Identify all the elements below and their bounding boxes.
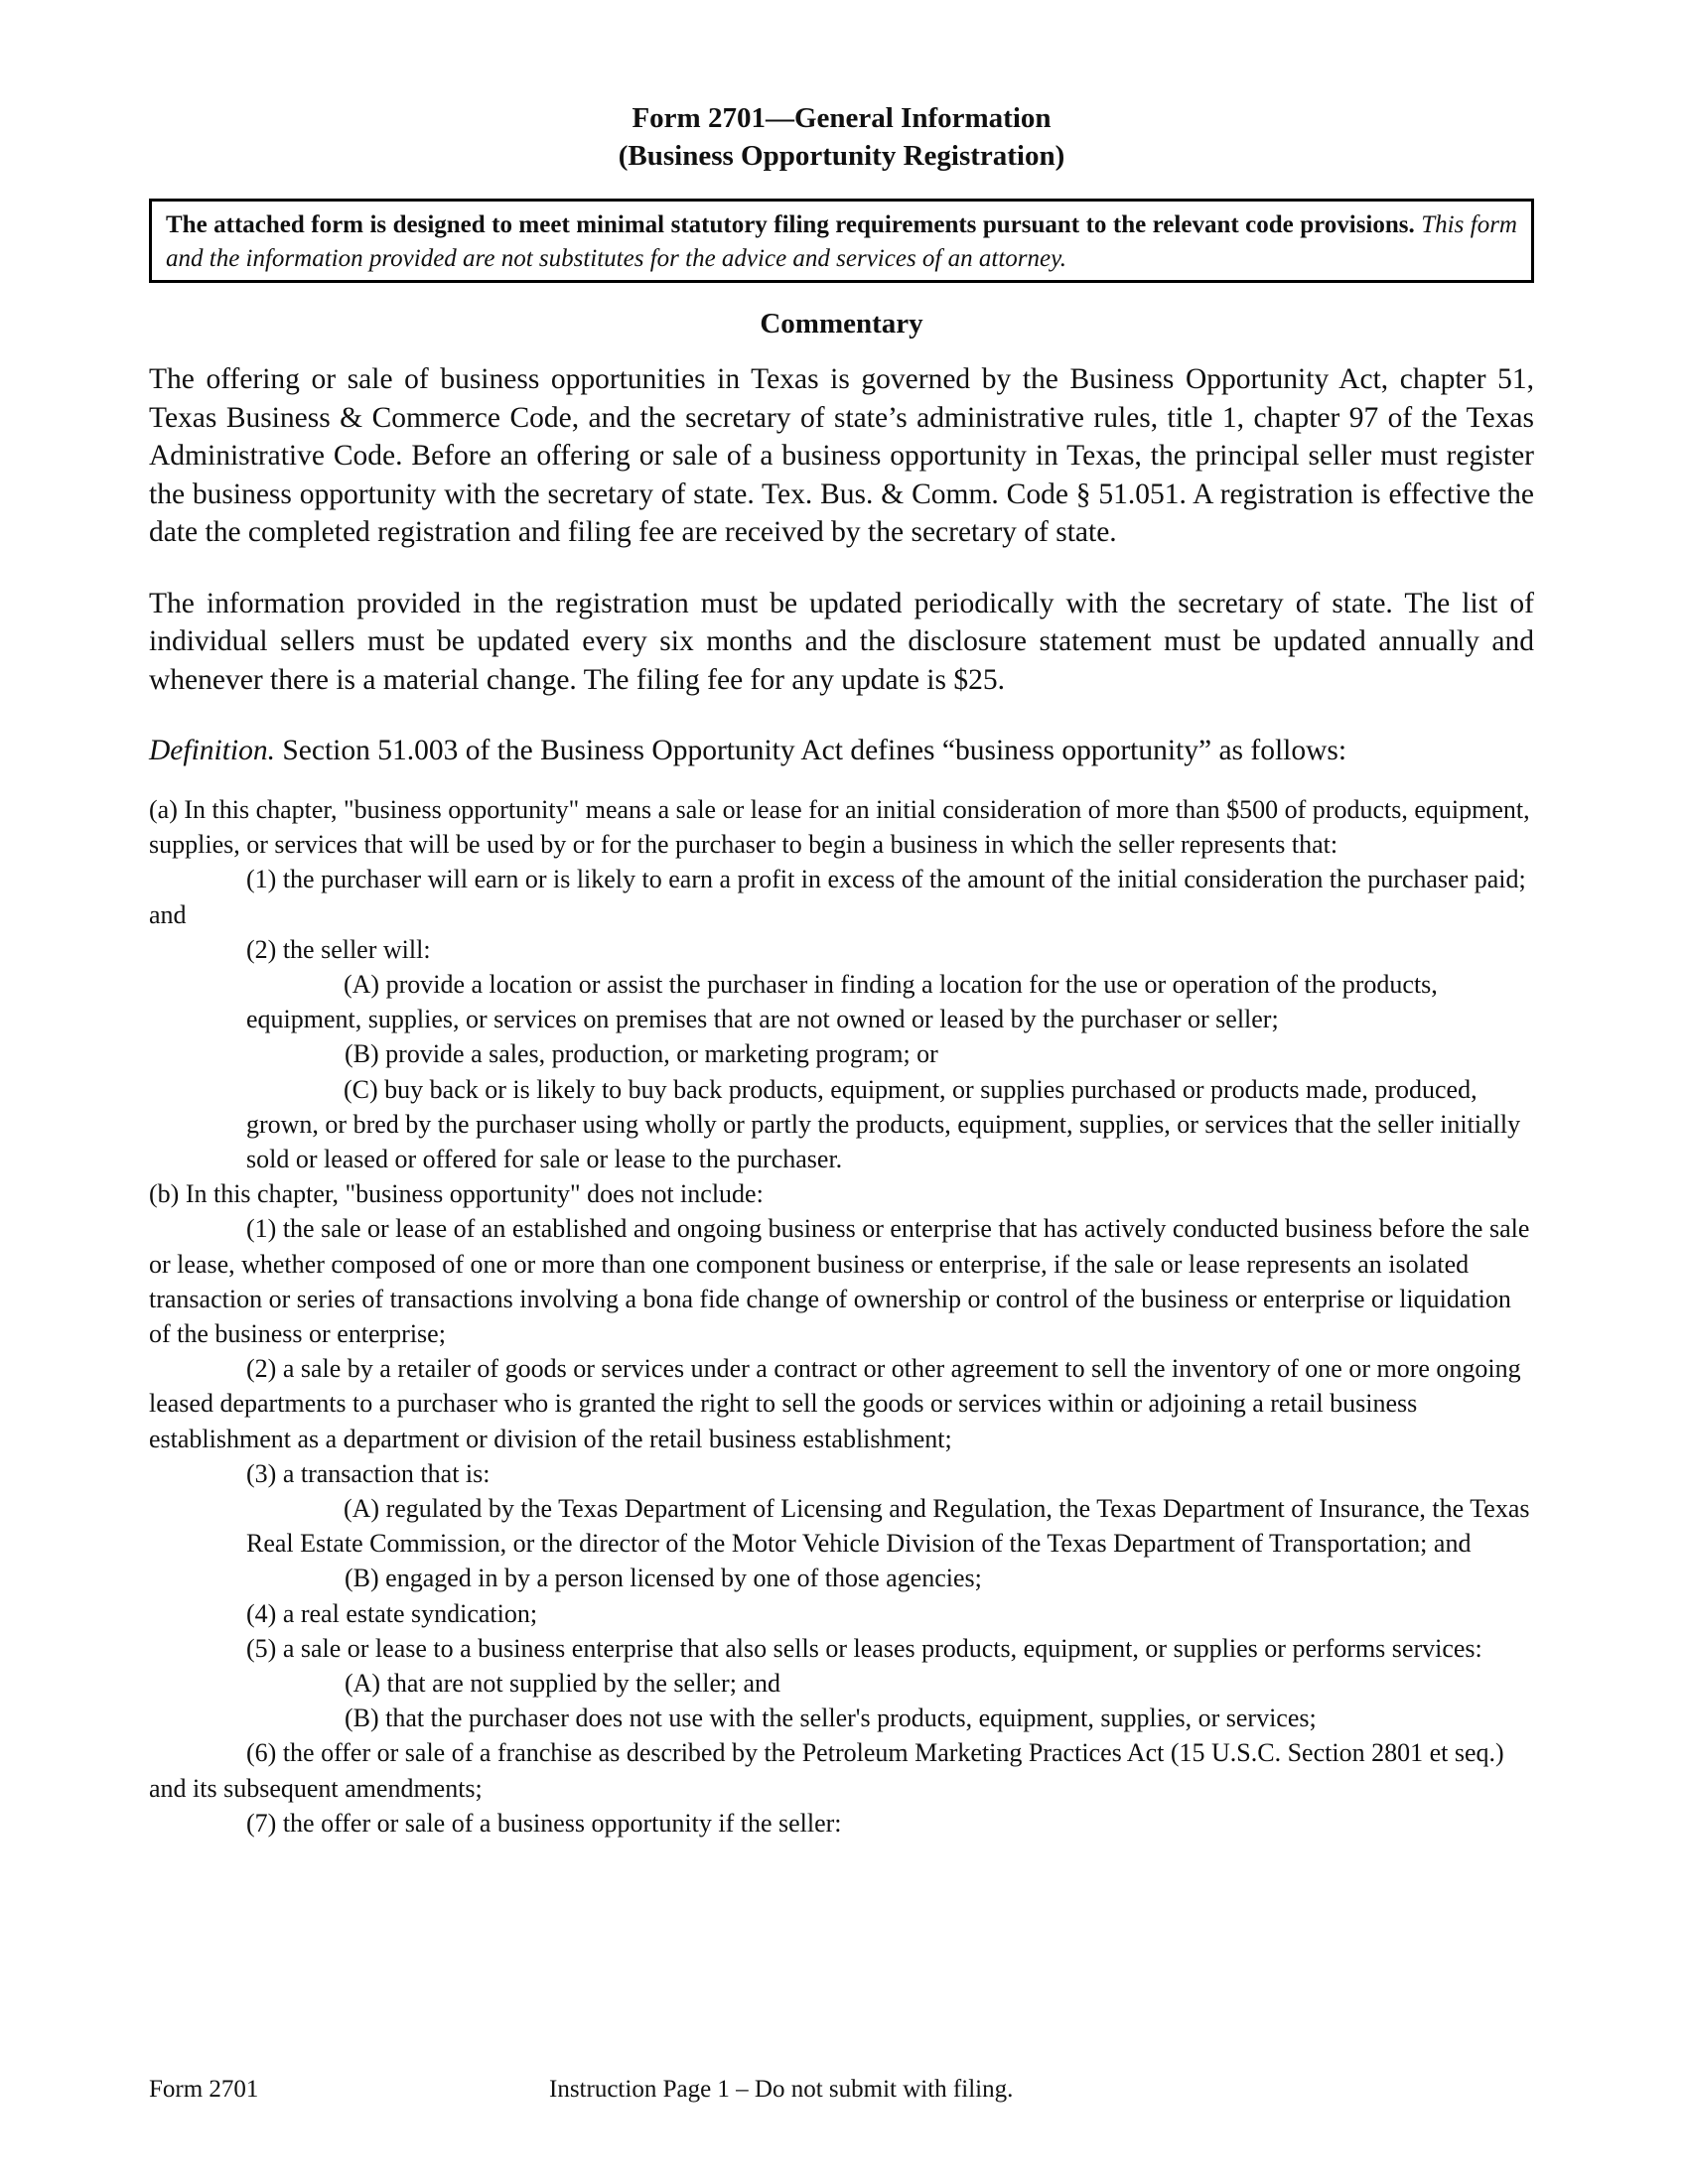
- statute-b-2: (2) a sale by a retailer of goods or services under a contract or other agreement to sell the inventory of one or more ongoing leased departments to a purchaser who is granted the right to sell the goods or services within or adjoining a retail business establishment as a department or division of the retail business establishment;: [149, 1354, 1521, 1453]
- statute-b-4: (4) a real estate syndication;: [246, 1598, 538, 1628]
- statute-b-7: (7) the offer or sale of a business opportunity if the seller:: [246, 1808, 842, 1838]
- statute-a-2-B: (B) provide a sales, production, or marketing program; or: [345, 1039, 938, 1069]
- statute-text: [149, 792, 1534, 1841]
- definition-intro: [149, 732, 1534, 769]
- document-page: [149, 99, 1534, 1841]
- statute-b-3-A: (A) regulated by the Texas Department of Licensing and Regulation, the Texas Department of Insurance, the Texas Real Estate Commission, or the director of the Motor Vehicle Division of the Texas Department of Transportation; and: [246, 1494, 1530, 1559]
- statute-subsection-b: (b) In this chapter, "business opportunity" does not include:: [149, 1179, 764, 1209]
- statute-b-1: (1) the sale or lease of an established and ongoing business or enterprise that has actively conducted business before the sale or lease, whether composed of one or more than one component business or enterprise, if the sale or lease represents an isolated transaction or series of transactions involving a bona fide change of ownership or control of the business or enterprise or liquidation of the business or enterprise;: [149, 1214, 1530, 1349]
- definition-text: Section 51.003 of the Business Opportunity Act defines “business opportunity” as follows:: [275, 735, 1347, 766]
- statute-b-6: (6) the offer or sale of a franchise as described by the Petroleum Marketing Practices Act (15 U.S.C. Section 2801 et seq.) and its subsequent amendments;: [149, 1738, 1504, 1803]
- statute-b-3-B: (B) engaged in by a person licensed by one of those agencies;: [345, 1564, 982, 1593]
- statute-b-3: (3) a transaction that is:: [246, 1458, 491, 1488]
- statute-a-1: (1) the purchaser will earn or is likely to earn a profit in excess of the amount of the initial consideration the purchaser paid; and: [149, 865, 1526, 929]
- notice-box: [149, 199, 1534, 283]
- definition-label: Definition.: [149, 735, 276, 766]
- statute-b-5: (5) a sale or lease to a business enterprise that also sells or leases products, equipment, or supplies or performs services:: [246, 1633, 1482, 1663]
- commentary-paragraph-2: The information provided in the registration must be updated periodically with the secretary of state. The list of individual sellers must be updated every six months and the disclosure statement must be updated annually and whenever there is a material change. The filing fee for any update is $25.: [149, 587, 1534, 696]
- footer-form-number: Form 2701: [149, 2076, 259, 2103]
- commentary-heading: Commentary: [760, 308, 923, 340]
- footer-page-note: Instruction Page 1 – Do not submit with filing.: [549, 2076, 1014, 2103]
- statute-a-2-A: (A) provide a location or assist the purchaser in finding a location for the use or operation of the products, equipment, supplies, or services on premises that are not owned or leased by the purchaser or seller;: [246, 970, 1438, 1034]
- statute-a-2-C: (C) buy back or is likely to buy back products, equipment, or supplies purchased or products made, produced, grown, or bred by the purchaser using wholly or partly the products, equipment, supplies, or services that the seller initially sold or leased or offered for sale or lease to the purchaser.: [246, 1074, 1521, 1174]
- form-title: Form 2701—General Information: [632, 102, 1052, 134]
- commentary-paragraph-1: The offering or sale of business opportunities in Texas is governed by the Business Opportunity Act, chapter 51, Texas Business & Commerce Code, and the secretary of state’s administrative rules, title 1, chapter 97 of the Texas Administrative Code. Before an offering or sale of a business opportunity in Texas, the principal seller must register the business opportunity with the secretary of state. Tex. Bus. & Comm. Code § 51.051. A registration is effective the date the completed registration and filing fee are received by the secretary of state.: [149, 363, 1534, 548]
- statute-subsection-a: (a) In this chapter, "business opportunity" means a sale or lease for an initial consideration of more than $500 of products, equipment, supplies, or services that will be used by or for the purchaser to begin a business in which the seller represents that:: [149, 795, 1530, 860]
- notice-italic-text: This form and the information provided are not substitutes for the advice and services of an attorney.: [166, 211, 1517, 272]
- statute-b-5-B: (B) that the purchaser does not use with the seller's products, equipment, supplies, or services;: [345, 1704, 1317, 1733]
- form-subtitle: (Business Opportunity Registration): [618, 140, 1065, 172]
- statute-a-2: (2) the seller will:: [246, 934, 431, 964]
- notice-bold-text: The attached form is designed to meet minimal statutory filing requirements pursuant to the relevant code provisions.: [166, 211, 1415, 238]
- statute-b-5-A: (A) that are not supplied by the seller; and: [345, 1669, 780, 1699]
